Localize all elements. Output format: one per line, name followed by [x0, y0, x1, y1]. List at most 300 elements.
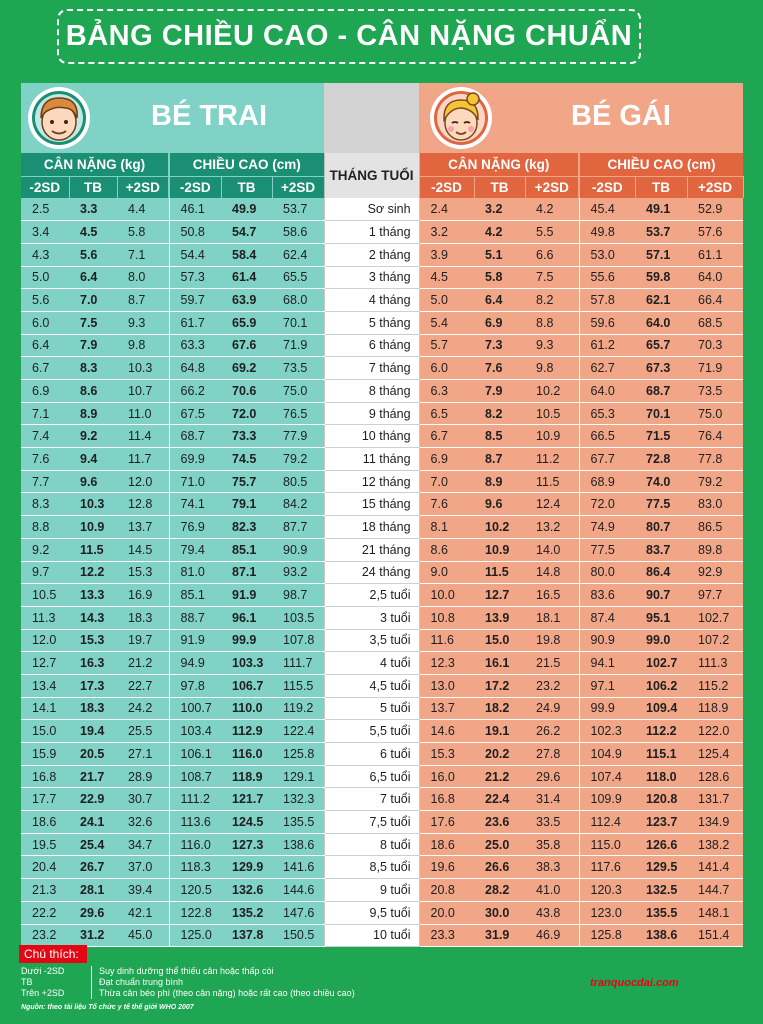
boy-cell: 71.0 [169, 470, 221, 493]
girl-cell: 6.0 [419, 357, 474, 380]
boy-cell: 14.5 [117, 538, 169, 561]
girl-cell: 7.5 [525, 266, 579, 289]
boy-cell: 6.7 [21, 357, 69, 380]
girl-cell: 8.5 [474, 425, 525, 448]
girl-cell: 86.5 [687, 516, 743, 539]
boy-cell: 141.6 [272, 856, 324, 879]
boy-cell: 70.1 [272, 311, 324, 334]
boy-cell: 119.2 [272, 697, 324, 720]
legend-desc: Đạt chuẩn trung bình [91, 977, 183, 988]
boy-cell: 63.9 [221, 289, 272, 312]
boy-cell: 21.3 [21, 879, 69, 902]
girl-cell: 102.3 [579, 720, 635, 743]
girl-cell: 138.6 [635, 924, 687, 947]
girl-cell: 120.8 [635, 788, 687, 811]
girl-cell: 102.7 [635, 652, 687, 675]
boy-cell: 45.0 [117, 924, 169, 947]
table-row [21, 811, 743, 834]
boy-cell: 75.7 [221, 470, 272, 493]
girl-cell: 89.8 [687, 538, 743, 561]
age-cell: 10 tuổi [324, 924, 419, 947]
girl-cell: 94.1 [579, 652, 635, 675]
girl-cell: 19.8 [525, 629, 579, 652]
boy-cell: 118.3 [169, 856, 221, 879]
girl-cell: 13.9 [474, 606, 525, 629]
table-row [21, 289, 743, 312]
girl-cell: 9.8 [525, 357, 579, 380]
girl-cell: 57.1 [635, 243, 687, 266]
boy-cell: 30.7 [117, 788, 169, 811]
table-row [21, 380, 743, 403]
boy-cell: 90.9 [272, 538, 324, 561]
girl-cell: 6.3 [419, 380, 474, 403]
boy-cell: 73.5 [272, 357, 324, 380]
boy-cell: 61.4 [221, 266, 272, 289]
girl-cell: 8.7 [474, 448, 525, 471]
boy-cell: 4.4 [117, 198, 169, 221]
girl-cell: 18.1 [525, 606, 579, 629]
boy-cell: 88.7 [169, 606, 221, 629]
girl-cell: 117.6 [579, 856, 635, 879]
girl-cell: 53.0 [579, 243, 635, 266]
boy-cell: 8.8 [21, 516, 69, 539]
table-row [21, 221, 743, 244]
boy-cell: 66.2 [169, 380, 221, 403]
boy-cell: 3.4 [21, 221, 69, 244]
boy-cell: 135.2 [221, 901, 272, 924]
age-cell: 11 tháng [324, 448, 419, 471]
boy-cell: 29.6 [69, 901, 117, 924]
age-cell: 7 tuổi [324, 788, 419, 811]
boy-cell: 94.9 [169, 652, 221, 675]
boy-cell: 25.4 [69, 833, 117, 856]
boy-cell: 13.3 [69, 584, 117, 607]
girl-cell: 52.9 [687, 198, 743, 221]
girl-cell: 68.5 [687, 311, 743, 334]
age-cell: 9,5 tuổi [324, 901, 419, 924]
boy-cell: 7.4 [21, 425, 69, 448]
girl-cell: 43.8 [525, 901, 579, 924]
boy-cell: 73.3 [221, 425, 272, 448]
girl-cell: 3.9 [419, 243, 474, 266]
boy-cell: 19.4 [69, 720, 117, 743]
boy-cell: 115.5 [272, 674, 324, 697]
girl-cell: 8.2 [525, 289, 579, 312]
girl-cell: 83.6 [579, 584, 635, 607]
girl-cell: 115.1 [635, 743, 687, 766]
legend-key: Trên +2SD [21, 988, 65, 998]
girl-label: BÉ GÁI [571, 100, 671, 132]
girl-cell: 144.7 [687, 879, 743, 902]
age-cell: 9 tuổi [324, 879, 419, 902]
boy-cell: 53.7 [272, 198, 324, 221]
girl-weight-group-header: CÂN NẶNG (kg) [419, 153, 579, 176]
boy-cell: 103.3 [221, 652, 272, 675]
girl-cell: 30.0 [474, 901, 525, 924]
boy-cell: 81.0 [169, 561, 221, 584]
girl-cell: 59.8 [635, 266, 687, 289]
table-row [21, 606, 743, 629]
legend-title: Chú thích: [19, 945, 87, 963]
girl-cell: 71.5 [635, 425, 687, 448]
growth-table [21, 153, 744, 947]
girl-cell: 7.6 [419, 493, 474, 516]
table-row [21, 901, 743, 924]
girl-cell: 134.9 [687, 811, 743, 834]
boy-cell: 19.5 [21, 833, 69, 856]
legend-key: TB [21, 977, 33, 987]
boy-cell: 12.2 [69, 561, 117, 584]
boy-cell: 16.3 [69, 652, 117, 675]
boy-cell: 18.6 [21, 811, 69, 834]
girl-cell: 64.0 [687, 266, 743, 289]
age-cell: 5 tuổi [324, 697, 419, 720]
girl-cell: 67.7 [579, 448, 635, 471]
age-cell: 3 tháng [324, 266, 419, 289]
boy-cell: 5.8 [117, 221, 169, 244]
boy-cell: 2.5 [21, 198, 69, 221]
girl-cell: 13.0 [419, 674, 474, 697]
sub-header: -2SD [169, 176, 221, 198]
girl-cell: 10.9 [474, 538, 525, 561]
girl-cell: 45.4 [579, 198, 635, 221]
boy-cell: 132.6 [221, 879, 272, 902]
girl-cell: 14.0 [525, 538, 579, 561]
girl-cell: 77.8 [687, 448, 743, 471]
girl-cell: 8.9 [474, 470, 525, 493]
boy-cell: 67.5 [169, 402, 221, 425]
legend-key: Dưới -2SD [21, 966, 65, 976]
boy-cell: 16.8 [21, 765, 69, 788]
table-row [21, 334, 743, 357]
girl-cell: 115.2 [687, 674, 743, 697]
boy-cell: 11.4 [117, 425, 169, 448]
legend-rows [21, 966, 355, 999]
boy-cell: 4.3 [21, 243, 69, 266]
girl-cell: 28.2 [474, 879, 525, 902]
boy-cell: 32.6 [117, 811, 169, 834]
table-row [21, 448, 743, 471]
girl-cell: 10.5 [525, 402, 579, 425]
girl-cell: 49.1 [635, 198, 687, 221]
boy-cell: 138.6 [272, 833, 324, 856]
age-cell: 7 tháng [324, 357, 419, 380]
girl-cell: 128.6 [687, 765, 743, 788]
girl-cell: 129.5 [635, 856, 687, 879]
girl-cell: 20.2 [474, 743, 525, 766]
girl-cell: 15.3 [419, 743, 474, 766]
girl-cell: 7.0 [419, 470, 474, 493]
boy-cell: 17.3 [69, 674, 117, 697]
girl-cell: 14.8 [525, 561, 579, 584]
girl-cell: 6.5 [419, 402, 474, 425]
girl-cell: 131.7 [687, 788, 743, 811]
boy-cell: 8.3 [69, 357, 117, 380]
boy-cell: 8.6 [69, 380, 117, 403]
boy-cell: 50.8 [169, 221, 221, 244]
boy-cell: 7.1 [117, 243, 169, 266]
boy-cell: 116.0 [169, 833, 221, 856]
girl-cell: 64.0 [579, 380, 635, 403]
girl-cell: 6.9 [474, 311, 525, 334]
girl-cell: 61.2 [579, 334, 635, 357]
girl-cell: 14.6 [419, 720, 474, 743]
girl-height-group-header: CHIỀU CAO (cm) [579, 153, 743, 176]
girl-cell: 49.8 [579, 221, 635, 244]
girl-cell: 6.7 [419, 425, 474, 448]
sub-header: +2SD [272, 176, 324, 198]
age-cell: 2,5 tuổi [324, 584, 419, 607]
girl-cell: 126.6 [635, 833, 687, 856]
boy-cell: 87.1 [221, 561, 272, 584]
boy-cell: 7.6 [21, 448, 69, 471]
boy-cell: 19.7 [117, 629, 169, 652]
girl-cell: 10.2 [474, 516, 525, 539]
table-row [21, 538, 743, 561]
boy-cell: 28.1 [69, 879, 117, 902]
boy-cell: 103.5 [272, 606, 324, 629]
boy-cell: 7.1 [21, 402, 69, 425]
source-note: Nguồn: theo tài liệu Tổ chức y tế thế giới WHO 2007 [21, 1004, 194, 1011]
boy-cell: 135.5 [272, 811, 324, 834]
boy-cell: 10.3 [69, 493, 117, 516]
boy-cell: 69.9 [169, 448, 221, 471]
sub-header: +2SD [687, 176, 743, 198]
girl-cell: 53.7 [635, 221, 687, 244]
girl-cell: 19.6 [419, 856, 474, 879]
boy-cell: 12.0 [117, 470, 169, 493]
girl-cell: 10.8 [419, 606, 474, 629]
girl-cell: 112.2 [635, 720, 687, 743]
girl-cell: 26.2 [525, 720, 579, 743]
girl-cell: 7.9 [474, 380, 525, 403]
girl-cell: 66.4 [687, 289, 743, 312]
boy-cell: 18.3 [117, 606, 169, 629]
boy-cell: 9.6 [69, 470, 117, 493]
girl-cell: 7.6 [474, 357, 525, 380]
girl-cell: 90.7 [635, 584, 687, 607]
boy-cell: 31.2 [69, 924, 117, 947]
girl-cell: 41.0 [525, 879, 579, 902]
boy-cell: 23.2 [21, 924, 69, 947]
girl-cell: 5.0 [419, 289, 474, 312]
boy-cell: 84.2 [272, 493, 324, 516]
legend-desc: Suy dinh dưỡng thể thiếu cân hoặc thấp còi [91, 966, 274, 977]
girl-cell: 11.2 [525, 448, 579, 471]
brand-link[interactable]: tranquocdai.com [590, 977, 679, 989]
girl-cell: 107.2 [687, 629, 743, 652]
girl-cell: 38.3 [525, 856, 579, 879]
girl-cell: 5.1 [474, 243, 525, 266]
legend-desc: Thừa cân béo phì (theo cân nặng) hoặc rất cao (theo chiều cao) [91, 988, 355, 999]
girl-cell: 5.8 [474, 266, 525, 289]
girl-cell: 72.0 [579, 493, 635, 516]
girl-cell: 3.2 [419, 221, 474, 244]
boy-cell: 7.7 [21, 470, 69, 493]
boy-cell: 80.5 [272, 470, 324, 493]
table-row [21, 765, 743, 788]
girl-cell: 22.4 [474, 788, 525, 811]
girl-cell: 15.0 [474, 629, 525, 652]
girl-cell: 64.0 [635, 311, 687, 334]
boy-cell: 118.9 [221, 765, 272, 788]
girl-cell: 3.2 [474, 198, 525, 221]
sub-header: +2SD [525, 176, 579, 198]
girl-cell: 10.2 [525, 380, 579, 403]
girl-cell: 99.9 [579, 697, 635, 720]
boy-cell: 11.5 [69, 538, 117, 561]
table-row [21, 357, 743, 380]
boy-cell: 12.7 [21, 652, 69, 675]
boy-cell: 74.5 [221, 448, 272, 471]
table-row [21, 561, 743, 584]
title-frame [57, 9, 641, 64]
girl-cell: 12.3 [419, 652, 474, 675]
girl-cell: 10.0 [419, 584, 474, 607]
boy-cell: 9.3 [117, 311, 169, 334]
girl-cell: 25.0 [474, 833, 525, 856]
boy-cell: 107.8 [272, 629, 324, 652]
girl-cell: 33.5 [525, 811, 579, 834]
girl-cell: 57.6 [687, 221, 743, 244]
girl-cell: 70.3 [687, 334, 743, 357]
boy-cell: 121.7 [221, 788, 272, 811]
boy-cell: 97.8 [169, 674, 221, 697]
girl-cell: 8.6 [419, 538, 474, 561]
girl-cell: 8.1 [419, 516, 474, 539]
girl-cell: 8.2 [474, 402, 525, 425]
table-row [21, 425, 743, 448]
boy-cell: 100.7 [169, 697, 221, 720]
boy-cell: 125.0 [169, 924, 221, 947]
boy-cell: 15.3 [117, 561, 169, 584]
girl-cell: 5.5 [525, 221, 579, 244]
boy-cell: 57.3 [169, 266, 221, 289]
age-cell: 2 tháng [324, 243, 419, 266]
boy-cell: 110.0 [221, 697, 272, 720]
girl-cell: 122.0 [687, 720, 743, 743]
girl-cell: 4.2 [474, 221, 525, 244]
page-title: BẢNG CHIỀU CAO - CÂN NẶNG CHUẨN [65, 20, 633, 52]
boy-cell: 129.1 [272, 765, 324, 788]
boy-cell: 5.6 [21, 289, 69, 312]
girl-cell: 6.4 [474, 289, 525, 312]
age-cell: 4 tháng [324, 289, 419, 312]
girl-cell: 97.7 [687, 584, 743, 607]
age-cell: 9 tháng [324, 402, 419, 425]
boy-cell: 22.2 [21, 901, 69, 924]
girl-cell: 87.4 [579, 606, 635, 629]
girl-cell: 65.3 [579, 402, 635, 425]
boy-cell: 79.1 [221, 493, 272, 516]
boy-cell: 70.6 [221, 380, 272, 403]
girl-cell: 76.4 [687, 425, 743, 448]
boy-cell: 22.9 [69, 788, 117, 811]
boy-cell: 106.1 [169, 743, 221, 766]
sub-header: TB [221, 176, 272, 198]
boy-cell: 17.7 [21, 788, 69, 811]
girl-cell: 120.3 [579, 879, 635, 902]
boy-cell: 77.9 [272, 425, 324, 448]
boy-cell: 87.7 [272, 516, 324, 539]
boy-cell: 79.4 [169, 538, 221, 561]
table-row [21, 198, 743, 221]
boy-cell: 12.8 [117, 493, 169, 516]
girl-cell: 135.5 [635, 901, 687, 924]
sub-header: TB [69, 176, 117, 198]
boy-cell: 26.7 [69, 856, 117, 879]
girl-cell: 19.1 [474, 720, 525, 743]
girl-cell: 99.0 [635, 629, 687, 652]
girl-banner [419, 83, 743, 153]
boy-cell: 76.5 [272, 402, 324, 425]
sub-header: TB [474, 176, 525, 198]
girl-cell: 132.5 [635, 879, 687, 902]
boy-cell: 108.7 [169, 765, 221, 788]
boy-cell: 62.4 [272, 243, 324, 266]
boy-cell: 96.1 [221, 606, 272, 629]
age-cell: 4,5 tuổi [324, 674, 419, 697]
boy-cell: 6.9 [21, 380, 69, 403]
table-row [21, 266, 743, 289]
girl-cell: 20.8 [419, 879, 474, 902]
girl-cell: 151.4 [687, 924, 743, 947]
girl-avatar-icon [429, 86, 493, 150]
table-row [21, 584, 743, 607]
girl-cell: 83.7 [635, 538, 687, 561]
girl-cell: 23.2 [525, 674, 579, 697]
girl-cell: 6.9 [419, 448, 474, 471]
boy-cell: 27.1 [117, 743, 169, 766]
boy-cell: 15.3 [69, 629, 117, 652]
girl-cell: 79.2 [687, 470, 743, 493]
girl-cell: 75.0 [687, 402, 743, 425]
girl-cell: 2.4 [419, 198, 474, 221]
girl-cell: 16.5 [525, 584, 579, 607]
boy-cell: 8.7 [117, 289, 169, 312]
girl-cell: 20.0 [419, 901, 474, 924]
boy-cell: 11.0 [117, 402, 169, 425]
boy-cell: 9.2 [69, 425, 117, 448]
boy-cell: 59.7 [169, 289, 221, 312]
girl-cell: 102.7 [687, 606, 743, 629]
boy-cell: 111.7 [272, 652, 324, 675]
girl-cell: 11.6 [419, 629, 474, 652]
girl-cell: 27.8 [525, 743, 579, 766]
girl-cell: 115.0 [579, 833, 635, 856]
girl-cell: 123.7 [635, 811, 687, 834]
legend-item [21, 988, 355, 999]
girl-cell: 4.2 [525, 198, 579, 221]
girl-cell: 62.7 [579, 357, 635, 380]
girl-cell: 123.0 [579, 901, 635, 924]
girl-cell: 46.9 [525, 924, 579, 947]
girl-cell: 72.8 [635, 448, 687, 471]
girl-cell: 80.0 [579, 561, 635, 584]
boy-cell: 54.7 [221, 221, 272, 244]
boy-cell: 18.3 [69, 697, 117, 720]
girl-cell: 16.1 [474, 652, 525, 675]
girl-cell: 9.0 [419, 561, 474, 584]
table-row [21, 629, 743, 652]
girl-cell: 5.4 [419, 311, 474, 334]
boy-cell: 76.9 [169, 516, 221, 539]
boy-cell: 14.3 [69, 606, 117, 629]
girl-cell: 107.4 [579, 765, 635, 788]
girl-cell: 70.1 [635, 402, 687, 425]
boy-cell: 61.7 [169, 311, 221, 334]
girl-cell: 16.0 [419, 765, 474, 788]
